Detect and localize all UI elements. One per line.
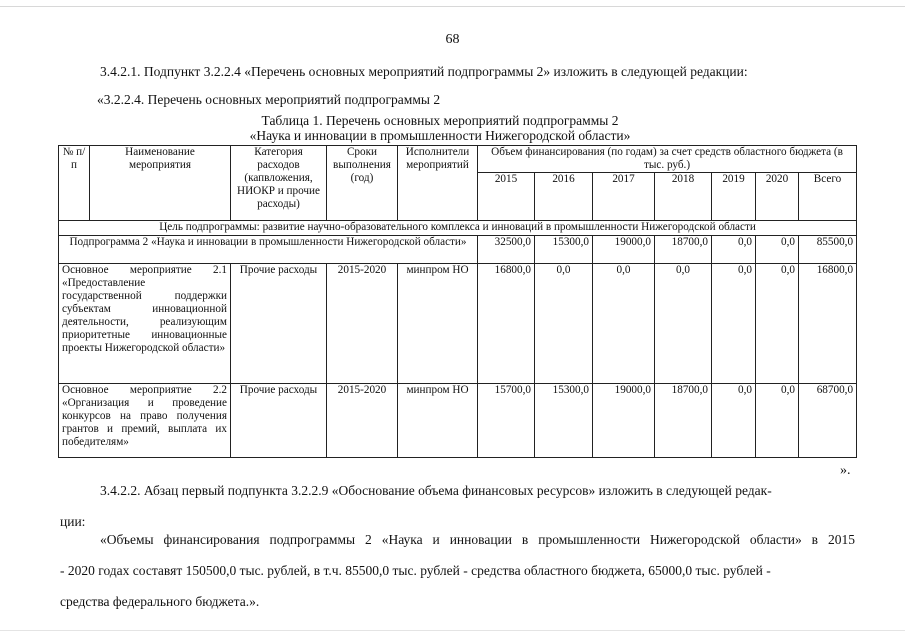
value-total-cell: 16800,0 <box>799 264 857 384</box>
activity-name: Основное мероприятие 2.1 «Предоставление государственной поддержки субъектам инновационной деятельности, реализующим приоритетные инновационные проекты Нижегородской области» <box>59 264 231 384</box>
paragraph-3-4-2-2 <box>60 482 855 531</box>
table-row <box>59 384 857 458</box>
value-cell: 0,0 <box>712 384 756 458</box>
subprogram-label: Подпрограмма 2 «Наука и инновации в промышленности Нижегородской области» <box>59 236 478 264</box>
goal-text: Цель подпрограммы: развитие научно-образовательного комплекса и инноваций в промышленности Нижегородской области <box>59 221 857 236</box>
goal-row <box>59 221 857 236</box>
value-cell: 19000,0 <box>593 384 655 458</box>
header-year: 2016 <box>535 173 593 221</box>
scan-edge-top <box>0 6 905 7</box>
header-row-1 <box>59 146 857 173</box>
subprogram-row <box>59 236 857 264</box>
value-total-cell: 68700,0 <box>799 384 857 458</box>
paragraph-line: средства федерального бюджета.». <box>60 594 260 609</box>
activity-category: Прочие расходы <box>231 264 327 384</box>
value-cell: 18700,0 <box>655 384 712 458</box>
header-name: Наименование мероприятия <box>90 146 231 221</box>
activity-name: Основное мероприятие 2.2 «Организация и проведение конкурсов на право получения грантов и премий, выплата их победителям» <box>59 384 231 458</box>
paragraph-3-4-2-1: 3.4.2.1. Подпункт 3.2.2.4 «Перечень основных мероприятий подпрограммы 2» изложить в следующей редакции: <box>100 64 748 79</box>
activity-term: 2015-2020 <box>327 264 398 384</box>
header-year: 2017 <box>593 173 655 221</box>
table-caption <box>220 113 660 143</box>
header-year: 2019 <box>712 173 756 221</box>
activity-category: Прочие расходы <box>231 384 327 458</box>
value-cell: 15700,0 <box>478 384 535 458</box>
activity-term: 2015-2020 <box>327 384 398 458</box>
value-cell: 18700,0 <box>655 236 712 264</box>
funding-table <box>58 145 857 458</box>
value-cell: 15300,0 <box>535 384 593 458</box>
value-cell: 0,0 <box>712 264 756 384</box>
value-cell: 0,0 <box>756 384 799 458</box>
header-category: Категория расходов (капвложения, НИОКР и прочие расходы) <box>231 146 327 221</box>
value-total-cell: 85500,0 <box>799 236 857 264</box>
value-cell: 16800,0 <box>478 264 535 384</box>
value-cell: 0,0 <box>535 264 593 384</box>
header-year: 2015 <box>478 173 535 221</box>
value-cell: 15300,0 <box>535 236 593 264</box>
closing-quote: ». <box>840 463 851 478</box>
header-year: 2020 <box>756 173 799 221</box>
value-cell: 0,0 <box>655 264 712 384</box>
paragraph-line: «Объемы финансирования подпрограммы 2 «Наука и инновации в промышленности Нижегородской области» в 2015 <box>100 532 855 547</box>
section-heading: «3.2.2.4. Перечень основных мероприятий подпрограммы 2 <box>97 92 441 107</box>
value-cell: 0,0 <box>593 264 655 384</box>
header-year: 2018 <box>655 173 712 221</box>
table-row <box>59 264 857 384</box>
header-num: № п/п <box>59 146 90 221</box>
header-total: Всего <box>799 173 857 221</box>
paragraph-funding-volumes <box>60 531 855 611</box>
scan-edge-bottom <box>0 630 905 631</box>
value-cell: 32500,0 <box>478 236 535 264</box>
paragraph-line: 3.4.2.2. Абзац первый подпункта 3.2.2.9 «Обоснование объема финансовых ресурсов» изложить в следующей редак- <box>100 483 772 498</box>
activity-executor: минпром НО <box>398 384 478 458</box>
value-cell: 0,0 <box>712 236 756 264</box>
header-term: Сроки выполнения (год) <box>327 146 398 221</box>
caption-line-2: «Наука и инновации в промышленности Нижегородской области» <box>249 128 631 143</box>
value-cell: 0,0 <box>756 264 799 384</box>
header-funding: Объем финансирования (по годам) за счет средств областного бюджета (в тыс. руб.) <box>478 146 857 173</box>
header-executor: Исполнители мероприятий <box>398 146 478 221</box>
value-cell: 19000,0 <box>593 236 655 264</box>
paragraph-line: ции: <box>60 514 86 529</box>
activity-executor: минпром НО <box>398 264 478 384</box>
page-number: 68 <box>445 32 460 47</box>
paragraph-line: - 2020 годах составят 150500,0 тыс. рублей, в т.ч. 85500,0 тыс. рублей - средства областного бюджета, 65000,0 тыс. рублей - <box>60 563 771 578</box>
value-cell: 0,0 <box>756 236 799 264</box>
caption-line-1: Таблица 1. Перечень основных мероприятий подпрограммы 2 <box>261 113 619 128</box>
